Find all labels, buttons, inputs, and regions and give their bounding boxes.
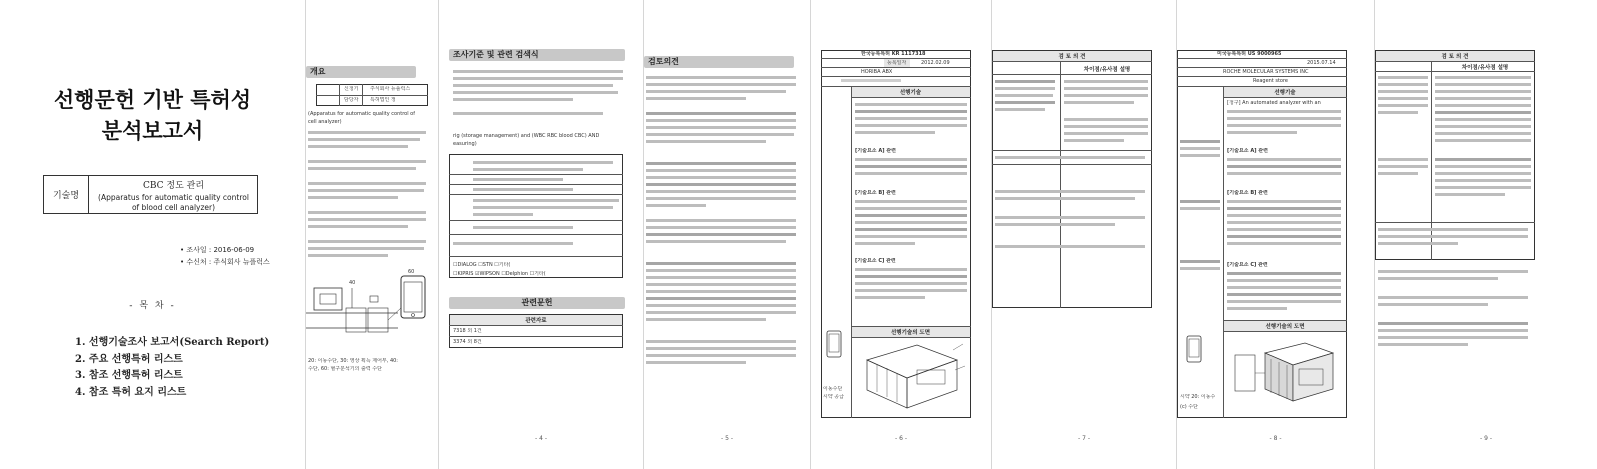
applicant-name-2: ROCHE MOLECULAR SYSTEMS INC — [1223, 69, 1309, 75]
summary-line-2: cell analyzer) — [308, 119, 342, 125]
side-note-2: 시약 공급 — [823, 394, 844, 400]
search-criteria-table — [449, 154, 623, 278]
review-header: 검 토 의 견 — [1058, 54, 1086, 60]
db-options-row-1[interactable]: ☐DIALOG ☐STN ☐기타( — [453, 262, 511, 268]
summary-line-1: (Apparatus for automatic quality control of — [308, 111, 415, 117]
page-number: - 9 - — [1480, 435, 1492, 442]
tech-element-c-2: [기술요소 C] 관련 — [1227, 262, 1268, 268]
tech-element-b-2: [기술요소 B] 관련 — [1227, 190, 1268, 196]
related-doc-1[interactable]: 7318 외 1건 — [453, 328, 482, 334]
toc-item-3[interactable]: 3. 참조 선행특허 리스트 — [75, 370, 183, 381]
tech-name — [90, 176, 257, 213]
review-header-2: 검 토 의 견 — [1441, 54, 1469, 60]
page-number: - 7 - — [1078, 435, 1090, 442]
tech-label: 기술명 — [44, 176, 89, 213]
page-4 — [644, 0, 810, 462]
applicant-name: HORIBA ABX — [861, 69, 893, 75]
tech-name-en-2: of blood cell analyzer) — [131, 203, 216, 212]
page-7 — [1177, 0, 1374, 462]
related-docs-header: 관련자료 — [525, 318, 547, 324]
page-8 — [1375, 0, 1597, 462]
section-search-criteria: 조사기준 및 관련 검색식 — [449, 49, 625, 61]
legend-line-1: 20: 이동수단, 30: 영상 획득 제어부, 40: — [308, 358, 398, 364]
section-overview: 개요 — [306, 66, 416, 78]
row-label-2: 담당자 — [344, 97, 359, 103]
svg-text:60: 60 — [408, 269, 415, 275]
row-value-1: 주식회사 뉴플럭스 — [370, 86, 411, 92]
side-note-3: 시약 20: 이동수 — [1180, 394, 1216, 400]
tech-header-2: 선행기술 — [1274, 90, 1296, 96]
search-query-measure: easuring) — [453, 141, 477, 147]
phone-icon — [825, 330, 845, 360]
section-review-opinion: 검토의견 — [644, 56, 794, 68]
row-label-1: 신청기 — [344, 86, 359, 92]
tech-element-a: [기술요소 A] 관련 — [855, 148, 896, 154]
figure-header-2: 선행기술의 도면 — [1265, 324, 1305, 330]
page-number: - 5 - — [721, 435, 733, 442]
toc-item-1[interactable]: 1. 선행기술조사 보고서(Search Report) — [75, 337, 270, 348]
tech-element-c: [기술요소 C] 관련 — [855, 258, 896, 264]
legend-line-2: 수단, 60: 혈구분석기의 출력 수단 — [308, 366, 382, 372]
system-diagram-figure — [306, 268, 436, 353]
registration-date-2: 2015.07.14 — [1307, 60, 1336, 66]
db-options-row-2[interactable]: ☐KIPRIS ☑WIPSON ☐Delphion ☐기타( — [453, 271, 546, 277]
page-number: - 8 - — [1269, 435, 1282, 442]
reagent-store-drawing-figure — [1229, 335, 1343, 413]
figure-header: 선행기술의 도면 — [890, 330, 931, 336]
page-number: - 6 - — [895, 435, 907, 442]
page-2 — [306, 0, 438, 462]
diff-column-header: 차이점/유사점 설명 — [1083, 67, 1131, 73]
cover-title-line1: 선행문헌 기반 특허성 — [53, 87, 252, 112]
diff-column-header-2: 차이점/유사점 설명 — [1461, 65, 1509, 71]
survey-date: • 조사일 : 2016-06-09 — [180, 246, 255, 254]
page-5 — [811, 0, 991, 462]
tech-element-b: [기술요소 B] 관련 — [855, 190, 896, 196]
page-cover — [0, 0, 305, 462]
analyzer-drawing-figure — [857, 340, 967, 414]
toc-item-4[interactable]: 4. 참조 특허 요지 리스트 — [75, 387, 187, 398]
tech-header: 선행기술 — [899, 90, 922, 96]
toc-heading: - 목 차 - — [129, 301, 176, 311]
tech-name-table — [43, 175, 258, 214]
tech-name-en-1: (Apparatus for automatic quality control — [98, 193, 249, 202]
related-doc-2[interactable]: 3374 외 8건 — [453, 339, 482, 345]
registration-date-label: 등록일자 — [887, 60, 907, 66]
page-3 — [439, 0, 643, 462]
registration-date: 2012.02.09 — [921, 60, 950, 66]
phone-icon — [1185, 335, 1205, 365]
patent-number: 한국등록특허 KR 1117318 — [861, 51, 926, 57]
row-value-2: 특허법인 정 — [370, 97, 396, 103]
tech-element-a-2: [기술요소 A] 관련 — [1227, 148, 1268, 154]
cover-title-line2: 분석보고서 — [101, 118, 204, 143]
section-related-docs: 관련문헌 — [449, 297, 625, 309]
page-number: - 4 - — [535, 435, 547, 442]
claim-text: [청구] An automated analyzer with an — [1227, 100, 1321, 106]
side-note-1: 이동수단 — [823, 386, 843, 392]
tech-name-ko: CBC 정도 관리 — [142, 181, 205, 191]
invention-title: Reagent store — [1253, 78, 1289, 84]
patent-number-2: 미국등록특허 US 9000965 — [1217, 51, 1282, 57]
recipient: • 수신처 : 주식회사 뉴플럭스 — [180, 258, 270, 266]
toc-item-2[interactable]: 2. 주요 선행특허 리스트 — [75, 354, 183, 365]
search-query-storage: rig (storage management) and (WBC RBC blood CBC) AND — [453, 133, 600, 139]
page-6 — [992, 0, 1176, 462]
side-note-4: (c) 수단 — [1180, 404, 1198, 410]
svg-text:40: 40 — [349, 280, 356, 286]
